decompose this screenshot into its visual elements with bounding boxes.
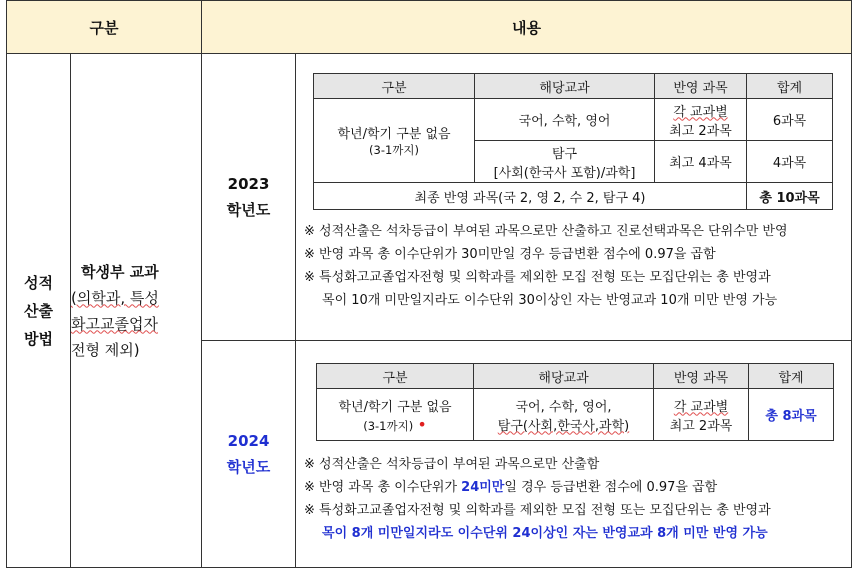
t23-h-category: 구분 (314, 74, 475, 99)
table-2023 (313, 73, 833, 210)
scope-line4: 전형 제외) (71, 340, 140, 359)
t23-r2-subject (475, 141, 655, 183)
year-2024-number: 2024 (227, 432, 270, 450)
year-2023 (202, 54, 296, 341)
note-2024-2-pre: ※ 반영 과목 총 이수단위가 (304, 480, 462, 495)
grade-method-table (6, 0, 852, 568)
t24-count-a: 각 교과별 (673, 399, 729, 415)
content-2024 (296, 341, 852, 568)
t24-row-sub: (3-1까지) (363, 418, 414, 433)
note-2024-2 (304, 476, 851, 499)
t23-h-total: 합계 (747, 74, 833, 99)
t23-h-count: 반영 과목 (655, 74, 747, 99)
scope-line3: 화고교졸업자 (71, 314, 158, 333)
year-2023-suffix: 학년도 (226, 201, 271, 219)
t24-row-label (317, 389, 474, 441)
t24-row-label-text: 학년/학기 구분 없음 (338, 399, 452, 415)
t24-subject-b: 탐구(사회,한국사,과학) (497, 418, 630, 434)
note-2024-4: 목이 8개 미만일지라도 이수단위 24이상인 자는 반영교과 8개 미만 반영 가능 (322, 526, 768, 541)
t24-total: 총 8과목 (749, 389, 834, 441)
t23-final-total: 총 10과목 (747, 183, 833, 210)
t24-subject-a: 국어, 수학, 영어, (515, 399, 612, 415)
t23-final-label: 최종 반영 과목(국 2, 영 2, 수 2, 탐구 4) (314, 183, 747, 210)
note-2024-3: ※ 특성화고교졸업자전형 및 의학과를 제외한 모집 전형 또는 모집단위는 총 반영과 (304, 503, 771, 518)
t23-r1-count (655, 99, 747, 141)
t23-r2-total: 4과목 (747, 141, 833, 183)
t24-subject (474, 389, 654, 441)
note-2023-4: 목이 10개 미만일지라도 이수단위 30이상인 자는 반영교과 10개 미만 반영 가능 (322, 293, 778, 308)
scope-line2: (의학과, 특성 (71, 288, 159, 307)
scope-title: 학생부 교과 (81, 262, 159, 281)
t23-row-label (314, 99, 475, 183)
note-2024-2-highlight: 24미만 (461, 480, 505, 495)
note-2024-1: ※ 성적산출은 석차등급이 부여된 과목으로만 산출함 (304, 457, 600, 472)
t23-r2-subject-b: [사회(한국사 포함)/과학] (493, 165, 636, 181)
subject-scope (71, 54, 202, 568)
t24-h-count: 반영 과목 (654, 364, 749, 389)
t24-h-subject: 해당교과 (474, 364, 654, 389)
t23-r1-count-a: 각 교과별 (673, 104, 728, 120)
content-2023 (296, 54, 852, 341)
t23-r1-count-b: 최고 2과목 (669, 123, 732, 139)
t23-row-sub: (3-1까지) (369, 143, 419, 157)
t24-count (654, 389, 749, 441)
note-2023-3: ※ 특성화고교졸업자전형 및 의학과를 제외한 모집 전형 또는 모집단위는 총 반영과 (304, 270, 771, 285)
year-2024 (202, 341, 296, 568)
year-2023-number: 2023 (227, 175, 270, 193)
t23-r1-subject: 국어, 수학, 영어 (475, 99, 655, 141)
note-2024-2-post: 일 경우 등급변환 점수에 0.97을 곱함 (504, 480, 718, 495)
section-text: 성적 산출 방법 (24, 273, 53, 348)
header-category: 구분 (7, 1, 202, 54)
table-2024 (316, 363, 834, 441)
t24-h-category: 구분 (317, 364, 474, 389)
red-dot-icon: • (417, 414, 427, 434)
t24-h-total: 합계 (749, 364, 834, 389)
note-2023-2: ※ 반영 과목 총 이수단위가 30미만일 경우 등급변환 점수에 0.97을 곱함 (304, 247, 716, 262)
header-content: 내용 (202, 1, 852, 54)
note-2023-1: ※ 성적산출은 석차등급이 부여된 과목으로만 산출하고 진로선택과목은 단위수만 반영 (304, 224, 788, 239)
t23-row-label-text: 학년/학기 구분 없음 (337, 127, 451, 142)
t23-r2-count: 최고 4과목 (655, 141, 747, 183)
t23-r1-total: 6과목 (747, 99, 833, 141)
t23-h-subject: 해당교과 (475, 74, 655, 99)
section-label (7, 54, 71, 568)
t24-count-b: 최고 2과목 (669, 418, 733, 434)
year-2024-suffix: 학년도 (226, 458, 271, 476)
t23-r2-subject-a: 탐구 (551, 146, 578, 162)
